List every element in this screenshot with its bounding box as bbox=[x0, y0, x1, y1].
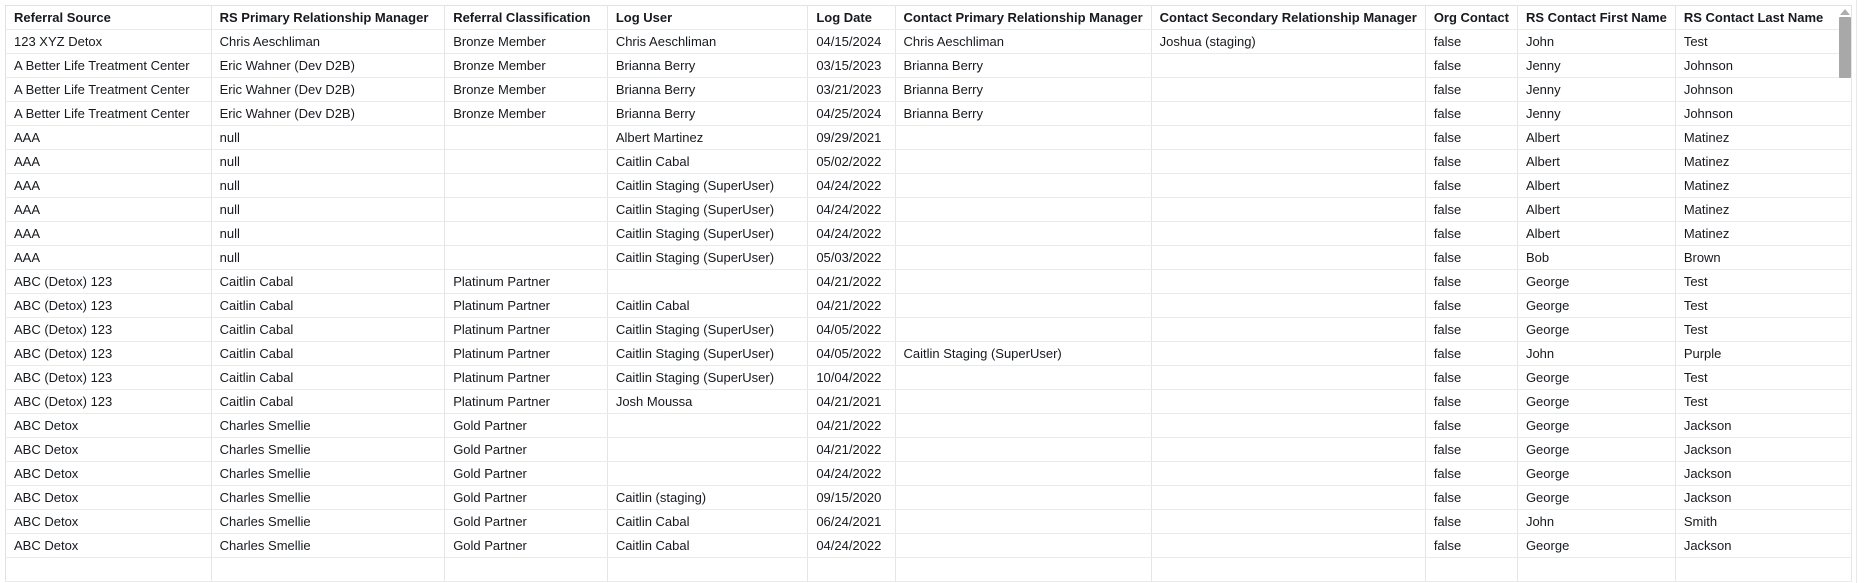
cell-log-date: 06/24/2021 bbox=[808, 510, 895, 534]
cell-contact-secondary-relationship-manager bbox=[1151, 318, 1425, 342]
cell-contact-secondary-relationship-manager bbox=[1151, 390, 1425, 414]
cell-referral-source: 123 XYZ Detox bbox=[6, 30, 212, 54]
cell-rs-contact-first-name: George bbox=[1517, 390, 1675, 414]
cell-referral-source: ABC (Detox) 123 bbox=[6, 270, 212, 294]
cell-referral-classification bbox=[445, 222, 608, 246]
table-row[interactable] bbox=[6, 30, 1852, 54]
cell-rs-contact-first-name: John bbox=[1517, 342, 1675, 366]
cell-contact-secondary-relationship-manager bbox=[1151, 558, 1425, 582]
cell-log-date: 04/05/2022 bbox=[808, 342, 895, 366]
cell-contact-secondary-relationship-manager bbox=[1151, 270, 1425, 294]
cell-referral-source: ABC (Detox) 123 bbox=[6, 342, 212, 366]
cell-referral-source: AAA bbox=[6, 150, 212, 174]
cell-rs-contact-first-name: Albert bbox=[1517, 222, 1675, 246]
cell-referral-classification: Gold Partner bbox=[445, 414, 608, 438]
cell-rs-primary-relationship-manager: Eric Wahner (Dev D2B) bbox=[211, 54, 445, 78]
cell-rs-primary-relationship-manager: null bbox=[211, 222, 445, 246]
cell-log-date: 09/15/2020 bbox=[808, 486, 895, 510]
cell-rs-contact-first-name: George bbox=[1517, 294, 1675, 318]
cell-org-contact: false bbox=[1425, 78, 1517, 102]
cell-contact-primary-relationship-manager bbox=[895, 534, 1151, 558]
cell-log-date: 04/24/2022 bbox=[808, 462, 895, 486]
table-row[interactable] bbox=[6, 414, 1852, 438]
cell-referral-source: AAA bbox=[6, 126, 212, 150]
cell-referral-source: ABC Detox bbox=[6, 462, 212, 486]
table-row[interactable] bbox=[6, 270, 1852, 294]
cell-rs-contact-first-name bbox=[1517, 558, 1675, 582]
cell-rs-contact-last-name: Johnson bbox=[1675, 102, 1851, 126]
cell-rs-primary-relationship-manager: Charles Smellie bbox=[211, 510, 445, 534]
cell-referral-source bbox=[6, 558, 212, 582]
cell-org-contact: false bbox=[1425, 318, 1517, 342]
cell-rs-contact-last-name: Test bbox=[1675, 390, 1851, 414]
cell-referral-classification: Platinum Partner bbox=[445, 270, 608, 294]
table-row[interactable] bbox=[6, 342, 1852, 366]
cell-log-user: Chris Aeschliman bbox=[607, 30, 808, 54]
cell-referral-source: ABC (Detox) 123 bbox=[6, 318, 212, 342]
table-row[interactable] bbox=[6, 294, 1852, 318]
cell-log-date bbox=[808, 558, 895, 582]
cell-log-user: Caitlin Cabal bbox=[607, 534, 808, 558]
right-edge-divider bbox=[1856, 0, 1857, 583]
cell-referral-classification bbox=[445, 150, 608, 174]
cell-rs-contact-last-name: Test bbox=[1675, 30, 1851, 54]
cell-log-user: Caitlin Cabal bbox=[607, 510, 808, 534]
cell-contact-primary-relationship-manager: Brianna Berry bbox=[895, 78, 1151, 102]
cell-rs-contact-first-name: Albert bbox=[1517, 126, 1675, 150]
scrollbar-thumb[interactable] bbox=[1839, 17, 1851, 78]
cell-log-date: 05/03/2022 bbox=[808, 246, 895, 270]
cell-contact-primary-relationship-manager bbox=[895, 486, 1151, 510]
cell-contact-secondary-relationship-manager bbox=[1151, 126, 1425, 150]
cell-contact-primary-relationship-manager bbox=[895, 318, 1151, 342]
cell-log-date: 10/04/2022 bbox=[808, 366, 895, 390]
cell-contact-secondary-relationship-manager bbox=[1151, 174, 1425, 198]
cell-rs-primary-relationship-manager: Caitlin Cabal bbox=[211, 342, 445, 366]
cell-org-contact: false bbox=[1425, 438, 1517, 462]
cell-log-user: Caitlin Cabal bbox=[607, 150, 808, 174]
cell-org-contact: false bbox=[1425, 294, 1517, 318]
vertical-scrollbar[interactable] bbox=[1838, 5, 1852, 578]
cell-log-user bbox=[607, 462, 808, 486]
cell-rs-primary-relationship-manager: Charles Smellie bbox=[211, 462, 445, 486]
cell-referral-source: ABC Detox bbox=[6, 414, 212, 438]
cell-log-user: Brianna Berry bbox=[607, 102, 808, 126]
cell-contact-secondary-relationship-manager bbox=[1151, 294, 1425, 318]
cell-log-user: Caitlin Cabal bbox=[607, 294, 808, 318]
column-header-contact-primary-relationship-manager[interactable]: Contact Primary Relationship Manager bbox=[895, 6, 1151, 30]
cell-rs-contact-last-name: Smith bbox=[1675, 510, 1851, 534]
cell-referral-source: A Better Life Treatment Center bbox=[6, 102, 212, 126]
column-header-log-user[interactable]: Log User bbox=[607, 6, 808, 30]
cell-referral-classification: Gold Partner bbox=[445, 462, 608, 486]
cell-rs-primary-relationship-manager: Charles Smellie bbox=[211, 534, 445, 558]
cell-referral-classification: Gold Partner bbox=[445, 486, 608, 510]
cell-referral-classification: Bronze Member bbox=[445, 78, 608, 102]
cell-rs-contact-last-name: Johnson bbox=[1675, 78, 1851, 102]
cell-rs-primary-relationship-manager: Charles Smellie bbox=[211, 438, 445, 462]
cell-referral-source: ABC (Detox) 123 bbox=[6, 366, 212, 390]
table-row[interactable] bbox=[6, 78, 1852, 102]
cell-log-user: Caitlin Staging (SuperUser) bbox=[607, 318, 808, 342]
cell-referral-classification: Bronze Member bbox=[445, 30, 608, 54]
cell-contact-primary-relationship-manager: Brianna Berry bbox=[895, 54, 1151, 78]
cell-log-user: Caitlin Staging (SuperUser) bbox=[607, 174, 808, 198]
cell-contact-secondary-relationship-manager bbox=[1151, 534, 1425, 558]
table-row[interactable] bbox=[6, 246, 1852, 270]
cell-referral-classification: Bronze Member bbox=[445, 54, 608, 78]
cell-rs-primary-relationship-manager: Caitlin Cabal bbox=[211, 294, 445, 318]
cell-rs-primary-relationship-manager: null bbox=[211, 150, 445, 174]
cell-org-contact: false bbox=[1425, 102, 1517, 126]
cell-org-contact: false bbox=[1425, 126, 1517, 150]
table-row[interactable] bbox=[6, 174, 1852, 198]
cell-referral-classification: Gold Partner bbox=[445, 510, 608, 534]
cell-log-user bbox=[607, 414, 808, 438]
cell-referral-classification: Gold Partner bbox=[445, 438, 608, 462]
cell-contact-primary-relationship-manager bbox=[895, 270, 1151, 294]
cell-contact-primary-relationship-manager bbox=[895, 150, 1151, 174]
cell-rs-primary-relationship-manager: Charles Smellie bbox=[211, 486, 445, 510]
cell-rs-primary-relationship-manager: null bbox=[211, 174, 445, 198]
cell-contact-primary-relationship-manager: Brianna Berry bbox=[895, 102, 1151, 126]
cell-rs-contact-last-name: Matinez bbox=[1675, 174, 1851, 198]
cell-log-date: 04/21/2021 bbox=[808, 390, 895, 414]
column-header-referral-source[interactable]: Referral Source bbox=[6, 6, 212, 30]
cell-referral-classification: Platinum Partner bbox=[445, 294, 608, 318]
cell-log-date: 05/02/2022 bbox=[808, 150, 895, 174]
cell-contact-primary-relationship-manager bbox=[895, 222, 1151, 246]
cell-log-user: Caitlin Staging (SuperUser) bbox=[607, 366, 808, 390]
cell-contact-primary-relationship-manager bbox=[895, 198, 1151, 222]
cell-rs-contact-first-name: George bbox=[1517, 486, 1675, 510]
cell-contact-secondary-relationship-manager bbox=[1151, 246, 1425, 270]
cell-rs-primary-relationship-manager bbox=[211, 558, 445, 582]
cell-contact-secondary-relationship-manager bbox=[1151, 102, 1425, 126]
cell-referral-source: ABC Detox bbox=[6, 438, 212, 462]
table-row[interactable] bbox=[6, 54, 1852, 78]
cell-contact-secondary-relationship-manager: Joshua (staging) bbox=[1151, 30, 1425, 54]
cell-log-date: 04/05/2022 bbox=[808, 318, 895, 342]
cell-rs-contact-last-name bbox=[1675, 558, 1851, 582]
referrals-table bbox=[5, 5, 1852, 582]
cell-rs-contact-last-name: Jackson bbox=[1675, 534, 1851, 558]
cell-rs-contact-first-name: Albert bbox=[1517, 150, 1675, 174]
cell-org-contact: false bbox=[1425, 198, 1517, 222]
column-header-rs-contact-first-name[interactable]: RS Contact First Name bbox=[1517, 6, 1675, 30]
cell-rs-contact-last-name: Purple bbox=[1675, 342, 1851, 366]
cell-rs-contact-last-name: Matinez bbox=[1675, 198, 1851, 222]
cell-rs-contact-last-name: Test bbox=[1675, 366, 1851, 390]
cell-rs-contact-last-name: Jackson bbox=[1675, 438, 1851, 462]
header-row bbox=[6, 6, 1852, 30]
cell-rs-primary-relationship-manager: Eric Wahner (Dev D2B) bbox=[211, 78, 445, 102]
cell-log-date: 04/24/2022 bbox=[808, 174, 895, 198]
cell-referral-classification: Bronze Member bbox=[445, 102, 608, 126]
column-header-org-contact[interactable]: Org Contact bbox=[1425, 6, 1517, 30]
cell-rs-primary-relationship-manager: Chris Aeschliman bbox=[211, 30, 445, 54]
cell-rs-contact-last-name: Matinez bbox=[1675, 150, 1851, 174]
cell-log-date: 04/15/2024 bbox=[808, 30, 895, 54]
cell-rs-contact-first-name: George bbox=[1517, 318, 1675, 342]
cell-contact-primary-relationship-manager bbox=[895, 366, 1151, 390]
cell-log-user: Josh Moussa bbox=[607, 390, 808, 414]
cell-referral-classification bbox=[445, 246, 608, 270]
cell-log-user bbox=[607, 558, 808, 582]
cell-rs-primary-relationship-manager: null bbox=[211, 246, 445, 270]
cell-rs-contact-first-name: John bbox=[1517, 510, 1675, 534]
cell-log-user: Caitlin Staging (SuperUser) bbox=[607, 198, 808, 222]
column-header-contact-secondary-relationship-manager[interactable]: Contact Secondary Relationship Manager bbox=[1151, 6, 1425, 30]
table-row[interactable] bbox=[6, 462, 1852, 486]
table-row[interactable] bbox=[6, 438, 1852, 462]
cell-contact-secondary-relationship-manager bbox=[1151, 510, 1425, 534]
table-row[interactable] bbox=[6, 198, 1852, 222]
cell-contact-primary-relationship-manager bbox=[895, 414, 1151, 438]
cell-log-date: 04/25/2024 bbox=[808, 102, 895, 126]
cell-rs-contact-first-name: Bob bbox=[1517, 246, 1675, 270]
cell-contact-secondary-relationship-manager bbox=[1151, 342, 1425, 366]
cell-contact-secondary-relationship-manager bbox=[1151, 462, 1425, 486]
table-row[interactable] bbox=[6, 222, 1852, 246]
cell-log-date: 04/24/2022 bbox=[808, 534, 895, 558]
cell-rs-primary-relationship-manager: Charles Smellie bbox=[211, 414, 445, 438]
cell-referral-source: AAA bbox=[6, 246, 212, 270]
referrals-table-viewport bbox=[5, 5, 1852, 583]
cell-referral-source: A Better Life Treatment Center bbox=[6, 54, 212, 78]
cell-org-contact: false bbox=[1425, 270, 1517, 294]
cell-org-contact bbox=[1425, 558, 1517, 582]
table-row[interactable] bbox=[6, 534, 1852, 558]
cell-org-contact: false bbox=[1425, 342, 1517, 366]
table-row[interactable] bbox=[6, 318, 1852, 342]
cell-referral-source: AAA bbox=[6, 222, 212, 246]
cell-referral-classification bbox=[445, 126, 608, 150]
cell-rs-contact-last-name: Matinez bbox=[1675, 126, 1851, 150]
cell-referral-classification: Gold Partner bbox=[445, 534, 608, 558]
cell-referral-source: ABC Detox bbox=[6, 534, 212, 558]
cell-contact-primary-relationship-manager bbox=[895, 462, 1151, 486]
cell-contact-primary-relationship-manager bbox=[895, 246, 1151, 270]
cell-log-user: Caitlin Staging (SuperUser) bbox=[607, 222, 808, 246]
cell-log-date: 09/29/2021 bbox=[808, 126, 895, 150]
cell-referral-classification bbox=[445, 174, 608, 198]
cell-referral-source: ABC Detox bbox=[6, 510, 212, 534]
cell-rs-contact-last-name: Brown bbox=[1675, 246, 1851, 270]
cell-rs-contact-last-name: Test bbox=[1675, 294, 1851, 318]
cell-referral-classification: Platinum Partner bbox=[445, 342, 608, 366]
cell-org-contact: false bbox=[1425, 462, 1517, 486]
cell-rs-contact-first-name: Albert bbox=[1517, 174, 1675, 198]
cell-log-user: Caitlin Staging (SuperUser) bbox=[607, 246, 808, 270]
cell-referral-source: AAA bbox=[6, 174, 212, 198]
cell-rs-contact-first-name: Jenny bbox=[1517, 102, 1675, 126]
cell-contact-primary-relationship-manager bbox=[895, 294, 1151, 318]
cell-org-contact: false bbox=[1425, 30, 1517, 54]
table-row[interactable] bbox=[6, 390, 1852, 414]
table-row[interactable] bbox=[6, 126, 1852, 150]
cell-contact-primary-relationship-manager bbox=[895, 438, 1151, 462]
cell-org-contact: false bbox=[1425, 222, 1517, 246]
cell-log-date: 04/21/2022 bbox=[808, 270, 895, 294]
column-header-rs-contact-last-name[interactable]: RS Contact Last Name bbox=[1675, 6, 1851, 30]
cell-rs-contact-first-name: George bbox=[1517, 462, 1675, 486]
cell-rs-contact-first-name: George bbox=[1517, 366, 1675, 390]
cell-referral-classification: Platinum Partner bbox=[445, 390, 608, 414]
cell-referral-classification bbox=[445, 198, 608, 222]
cell-rs-contact-last-name: Matinez bbox=[1675, 222, 1851, 246]
cell-rs-primary-relationship-manager: null bbox=[211, 126, 445, 150]
cell-contact-secondary-relationship-manager bbox=[1151, 198, 1425, 222]
cell-contact-primary-relationship-manager bbox=[895, 126, 1151, 150]
cell-org-contact: false bbox=[1425, 486, 1517, 510]
cell-rs-primary-relationship-manager: Caitlin Cabal bbox=[211, 318, 445, 342]
cell-contact-secondary-relationship-manager bbox=[1151, 222, 1425, 246]
cell-contact-secondary-relationship-manager bbox=[1151, 486, 1425, 510]
cell-log-user bbox=[607, 438, 808, 462]
cell-log-user: Caitlin Staging (SuperUser) bbox=[607, 342, 808, 366]
cell-org-contact: false bbox=[1425, 390, 1517, 414]
cell-org-contact: false bbox=[1425, 246, 1517, 270]
cell-rs-contact-last-name: Johnson bbox=[1675, 54, 1851, 78]
cell-rs-contact-first-name: John bbox=[1517, 30, 1675, 54]
cell-rs-contact-last-name: Jackson bbox=[1675, 462, 1851, 486]
cell-log-date: 04/21/2022 bbox=[808, 438, 895, 462]
scroll-up-icon[interactable] bbox=[1840, 9, 1850, 15]
cell-log-date: 04/24/2022 bbox=[808, 222, 895, 246]
cell-rs-contact-first-name: George bbox=[1517, 438, 1675, 462]
cell-log-user bbox=[607, 270, 808, 294]
cell-log-date: 03/15/2023 bbox=[808, 54, 895, 78]
cell-rs-primary-relationship-manager: Caitlin Cabal bbox=[211, 390, 445, 414]
cell-contact-primary-relationship-manager bbox=[895, 174, 1151, 198]
cell-rs-primary-relationship-manager: null bbox=[211, 198, 445, 222]
cell-referral-classification: Platinum Partner bbox=[445, 318, 608, 342]
cell-contact-primary-relationship-manager bbox=[895, 390, 1151, 414]
cell-contact-secondary-relationship-manager bbox=[1151, 438, 1425, 462]
cell-rs-contact-first-name: Jenny bbox=[1517, 78, 1675, 102]
table-row[interactable] bbox=[6, 486, 1852, 510]
cell-rs-contact-first-name: Jenny bbox=[1517, 54, 1675, 78]
cell-contact-secondary-relationship-manager bbox=[1151, 150, 1425, 174]
column-header-log-date[interactable]: Log Date bbox=[808, 6, 895, 30]
cell-org-contact: false bbox=[1425, 54, 1517, 78]
column-header-referral-classification[interactable]: Referral Classification bbox=[445, 6, 608, 30]
cell-log-date: 04/21/2022 bbox=[808, 294, 895, 318]
cell-referral-classification bbox=[445, 558, 608, 582]
cell-log-user: Caitlin (staging) bbox=[607, 486, 808, 510]
cell-rs-primary-relationship-manager: Caitlin Cabal bbox=[211, 366, 445, 390]
table-row[interactable] bbox=[6, 102, 1852, 126]
cell-contact-secondary-relationship-manager bbox=[1151, 78, 1425, 102]
cell-org-contact: false bbox=[1425, 366, 1517, 390]
column-header-rs-primary-relationship-manager[interactable]: RS Primary Relationship Manager bbox=[211, 6, 445, 30]
cell-rs-contact-first-name: George bbox=[1517, 534, 1675, 558]
cell-contact-secondary-relationship-manager bbox=[1151, 366, 1425, 390]
cell-rs-primary-relationship-manager: Eric Wahner (Dev D2B) bbox=[211, 102, 445, 126]
table-row-partial[interactable] bbox=[6, 558, 1852, 582]
table-row[interactable] bbox=[6, 150, 1852, 174]
cell-org-contact: false bbox=[1425, 414, 1517, 438]
cell-contact-primary-relationship-manager bbox=[895, 558, 1151, 582]
cell-org-contact: false bbox=[1425, 174, 1517, 198]
cell-contact-primary-relationship-manager: Chris Aeschliman bbox=[895, 30, 1151, 54]
cell-rs-contact-last-name: Test bbox=[1675, 270, 1851, 294]
cell-log-user: Brianna Berry bbox=[607, 78, 808, 102]
cell-referral-source: ABC Detox bbox=[6, 486, 212, 510]
cell-log-date: 04/21/2022 bbox=[808, 414, 895, 438]
cell-referral-source: ABC (Detox) 123 bbox=[6, 390, 212, 414]
cell-rs-primary-relationship-manager: Caitlin Cabal bbox=[211, 270, 445, 294]
cell-org-contact: false bbox=[1425, 510, 1517, 534]
cell-org-contact: false bbox=[1425, 150, 1517, 174]
cell-rs-contact-last-name: Jackson bbox=[1675, 486, 1851, 510]
cell-referral-classification: Platinum Partner bbox=[445, 366, 608, 390]
cell-contact-primary-relationship-manager: Caitlin Staging (SuperUser) bbox=[895, 342, 1151, 366]
cell-rs-contact-first-name: George bbox=[1517, 270, 1675, 294]
cell-log-date: 03/21/2023 bbox=[808, 78, 895, 102]
cell-log-user: Brianna Berry bbox=[607, 54, 808, 78]
cell-log-date: 04/24/2022 bbox=[808, 198, 895, 222]
table-row[interactable] bbox=[6, 366, 1852, 390]
table-body bbox=[6, 30, 1852, 582]
cell-rs-contact-last-name: Jackson bbox=[1675, 414, 1851, 438]
cell-log-user: Albert Martinez bbox=[607, 126, 808, 150]
cell-org-contact: false bbox=[1425, 534, 1517, 558]
cell-rs-contact-first-name: George bbox=[1517, 414, 1675, 438]
cell-rs-contact-first-name: Albert bbox=[1517, 198, 1675, 222]
cell-contact-secondary-relationship-manager bbox=[1151, 54, 1425, 78]
cell-rs-contact-last-name: Test bbox=[1675, 318, 1851, 342]
cell-referral-source: ABC (Detox) 123 bbox=[6, 294, 212, 318]
cell-contact-primary-relationship-manager bbox=[895, 510, 1151, 534]
cell-referral-source: AAA bbox=[6, 198, 212, 222]
cell-contact-secondary-relationship-manager bbox=[1151, 414, 1425, 438]
cell-referral-source: A Better Life Treatment Center bbox=[6, 78, 212, 102]
table-row[interactable] bbox=[6, 510, 1852, 534]
